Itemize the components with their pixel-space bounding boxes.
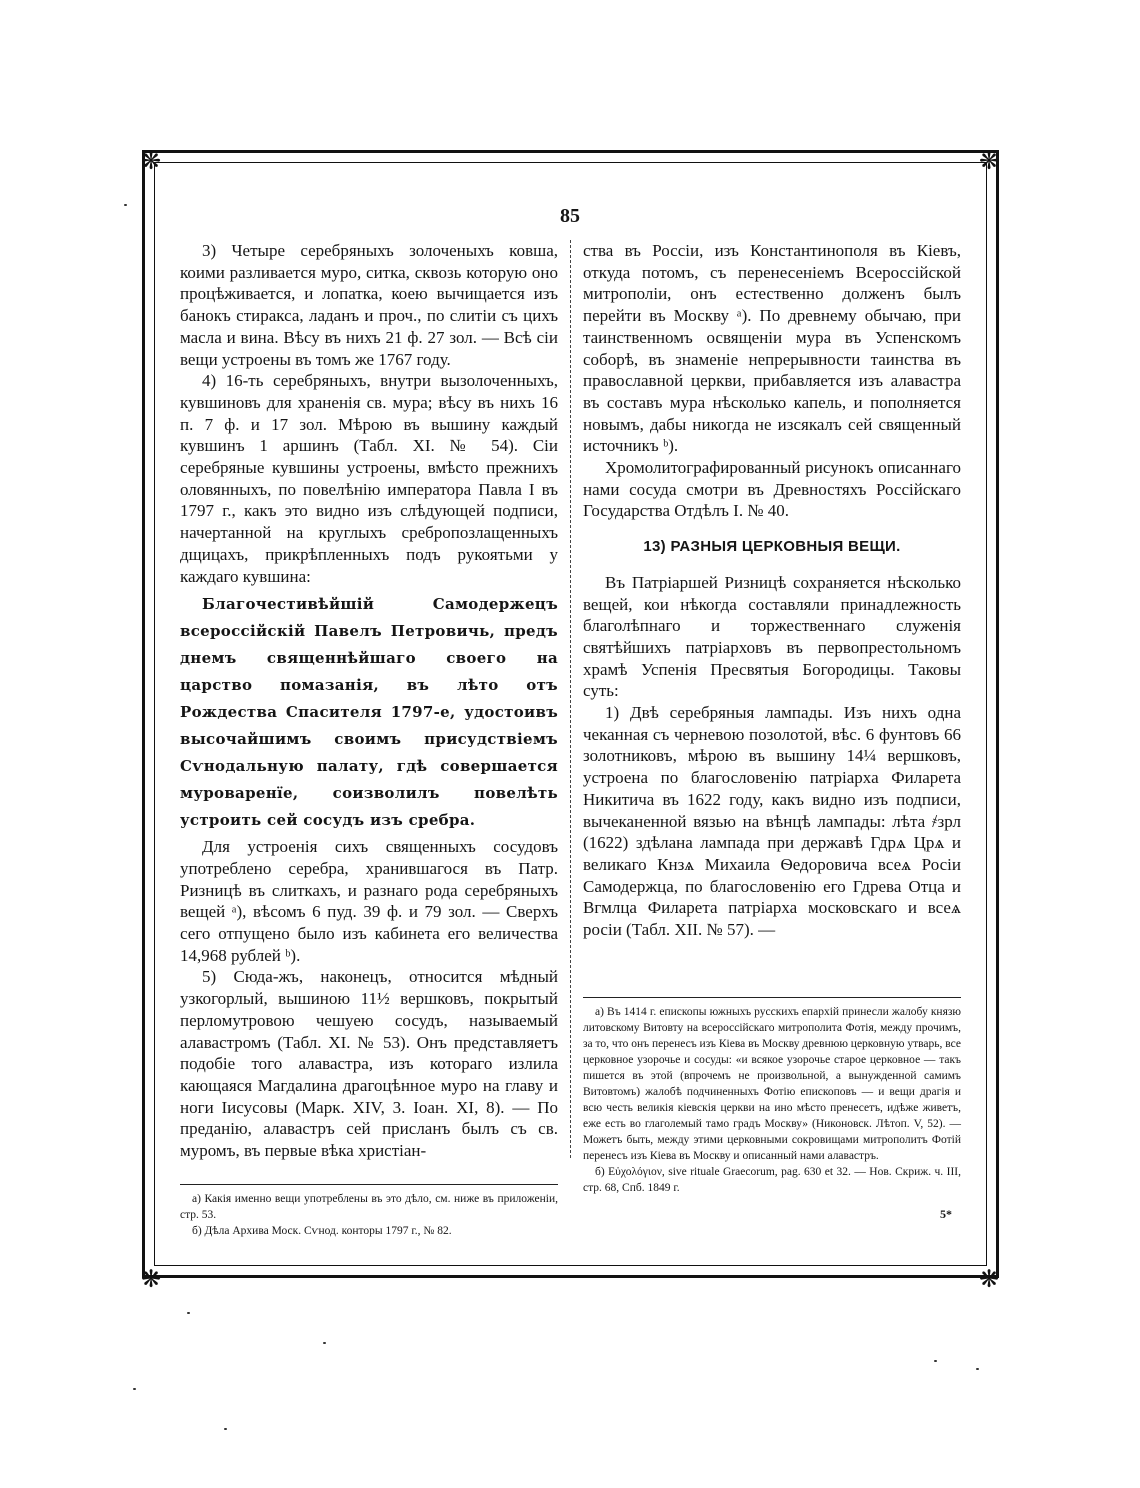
signature-mark: 5* (940, 1207, 952, 1221)
corner-ornament-icon: ❋ (140, 1265, 162, 1293)
footnotes-left (180, 1184, 558, 1239)
scan-speck (976, 1368, 979, 1370)
corner-ornament-icon: ❋ (978, 147, 1000, 175)
scan-speck (133, 1388, 136, 1390)
paragraph: 4) 16-ть серебряныхъ, внутри вызолоченныхъ, кувшиновъ для храненія св. мура; вѣсу въ нихъ 16 п. 7 ф. и 17 зол. Мѣрою въ вышину каждый кувшинъ 1 аршинъ (Табл. XI. № 54). Сіи серебряные кувшины устроены, вмѣсто прежнихъ оловянныхъ, по повелѣнію императора Павла I въ 1797 г., какъ это видно изъ слѣдующей подписи, начертанной на круглыхъ сребропозлащенныхъ дщицахъ, прикрѣпленныхъ подъ рукоятьми у каждаго кувшина: (180, 371, 558, 586)
footnote-rule (180, 1184, 558, 1185)
paragraph: 3) Четыре серебряныхъ золоченыхъ ковша, коими разливается муро, ситка, сквозь которую оно процѣживается, и лопатка, коею вычищается изъ банокъ стиракса, ладанъ и проч., по слитіи съ цихъ масла и вина. Вѣсу въ нихъ 21 ф. 27 зол. — Всѣ сіи вещи устроены въ томъ же 1767 году. (180, 241, 558, 369)
footnote: а) Въ 1414 г. епископы южныхъ русскихъ епархій принесли жалобу князю литовскому Витовту на всероссійскаго митрополита Фотія, между прочимъ, за то, что онъ перенесъ изъ Кіева въ Москву древнюю церковную утварь, все церковное узорочье и сосуды: «и всякое узорочье старое церковное — такъ пишется въ этой (впрочемъ не произвольной, а вынужденной самимъ Витовтомъ) жалобѣ подчиненныхъ Фотію епископовъ — и вещи драгія и всю честь великія кіевскія церкви на ино мѣсто пренесетъ, идѣже живетъ, еже есть во глаголемый тамо градъ Москву» (Никоновск. Лѣтоп. V, 52). — Можетъ быть, между этими церковными сокровищами митрополитъ Фотій перенесъ изъ Кіева въ Москву и описанный нами алавастръ. (583, 1006, 961, 1162)
footnote: б) Дѣла Архива Моск. Сѵнод. конторы 1797 г., № 82. (192, 1225, 452, 1237)
scan-speck (224, 1428, 227, 1430)
paragraph: Хромолитографированный рисунокъ описаннаго нами сосуда смотри въ Древностяхъ Россійскаго Государства Отдѣлъ I. № 40. (583, 458, 961, 521)
scan-speck (934, 1360, 937, 1362)
slavonic-inscription: Благочестивѣйшій Самодержецъ всероссійскій Павелъ Петровичь, предъ днемъ священнѣйшаго своего на царство помазанія, въ лѣто отъ Рождества Спасителя 1797-е, удостоивъ высочайшимъ своимъ присудствіемъ Сѵнодальную палату, гдѣ совершается муроваренїе, соизволилъ повелѣть устроить сей сосудъ изъ сребра. (180, 595, 558, 830)
paragraph: 5) Сюда-жъ, наконецъ, относится мѣдный узкогорлый, вышиною 11½ вершковъ, покрытый перломутровою чешуею сосудъ, называемый алавастромъ (Табл. XI. № 53). Онъ представляетъ подобіе того алавастра, изъ котораго излила кающаяся Магдалина драгоцѣнное муро на главу и ноги Іисусовы (Марк. XIV, 3. Іоан. XI, 8). — По преданію, алавастръ сей присланъ былъ съ св. муромъ, въ первые вѣка христіан- (180, 967, 558, 1161)
scan-speck (124, 204, 127, 206)
paragraph: Въ Патріаршей Ризницѣ сохраняется нѣсколько вещей, кои нѣкогда составляли принадлежность благолѣпнаго и торжественнаго служенія святѣйшихъ патріарховъ въ первопрестольномъ храмѣ Успенія Пресвятыя Богородицы. Таковы суть: (583, 572, 961, 701)
section-heading: 13) РАЗНЫЯ ЦЕРКОВНЫЯ ВЕЩИ. (643, 538, 901, 556)
left-column (180, 240, 558, 1162)
paragraph: Для устроенія сихъ священныхъ сосудовъ употреблено серебра, хранившагося въ Патр. Ризницѣ въ слиткахъ, и разнаго рода серебряныхъ вещей ᵃ), вѣсомъ 6 пуд. 39 ф. и 79 зол. — Сверхъ сего отпущено было изъ кабинета его величества 14,968 рублей ᵇ). (180, 837, 558, 965)
footnote: а) Какія именно вещи употреблены въ это дѣло, см. ниже въ приложеніи, стр. 53. (180, 1193, 558, 1221)
footnote: б) Εὐχολόγιον, sive rituale Graecorum, pag. 630 et 32. — Нов. Скриж. ч. III, стр. 68, Спб. 1849 г. (583, 1166, 961, 1194)
corner-ornament-icon: ❋ (140, 147, 162, 175)
scan-speck (323, 1342, 326, 1344)
footnotes-right (583, 997, 961, 1196)
column-divider (570, 240, 571, 1158)
paragraph: 1) Двѣ серебряныя лампады. Изъ нихъ одна чеканная съ черневою позолотой, вѣс. 6 фунтовъ 66 золотниковъ, мѣрою въ вышину 14¼ вершковъ, устроена по благословенію патріарха Филарета Никитича въ 1622 году, какъ видно изъ подписи, вычеканенной вязью на вѣнцѣ лампады: лѣта ҂зрл (1622) здѣлана лампада при державѣ Гдрѧ Црѧ и великаго Кнзѧ Михаила Ѳедоровича всеѧ Росіи Самодержца, по благословенію его Гдрева Отца и Вгмлца Филарета патріарха московскаго и всеѧ росіи (Табл. XII. № 57). — (583, 703, 961, 940)
right-column (583, 240, 961, 941)
scan-speck (187, 1312, 190, 1314)
corner-ornament-icon: ❋ (978, 1265, 1000, 1293)
page-number: 85 (560, 205, 580, 227)
paragraph: ства въ Россіи, изъ Константинополя въ Кіевъ, откуда потомъ, съ перенесеніемъ Всероссійской митрополіи, онъ естественно долженъ былъ перейти въ Москву ᵃ). По древнему обычаю, при таинственномъ освященіи мура въ Успенскомъ соборѣ, въ знаменіе непрерывности таинства въ православной церкви, прибавляется изъ алавастра въ составъ мура нѣсколько капель, и пополняется новымъ, дабы никогда не изсякалъ сей священный источникъ ᵇ). (583, 241, 961, 456)
footnote-rule (583, 997, 961, 998)
